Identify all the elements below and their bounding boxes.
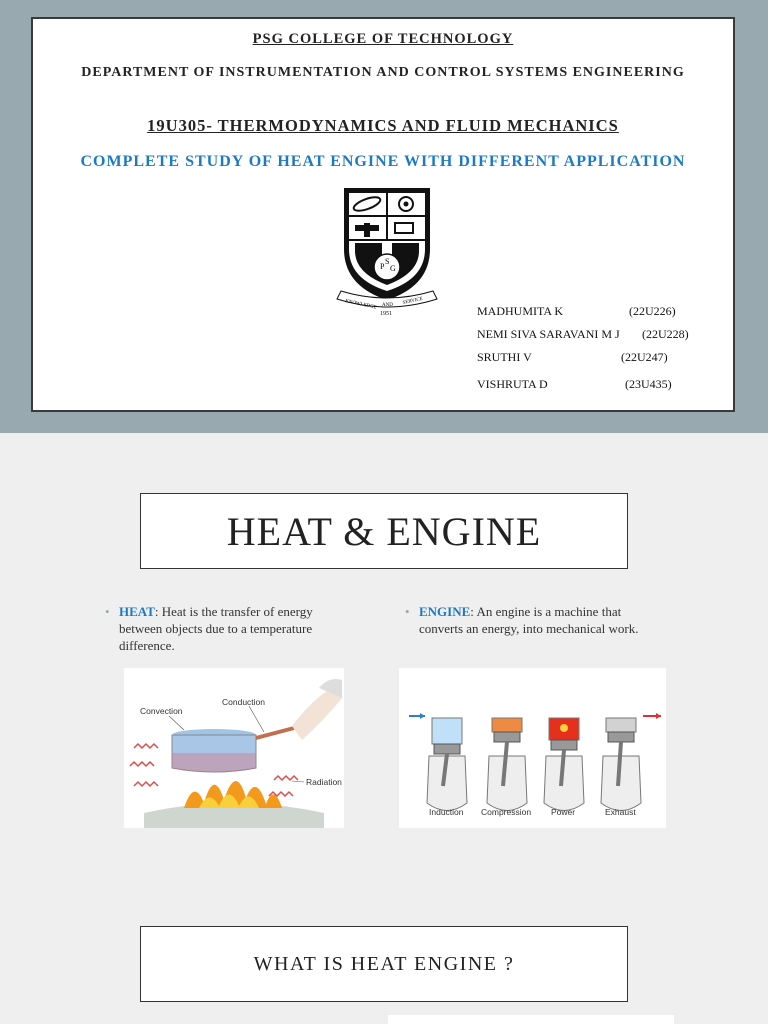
logo-motto-right: SERVICE [402,296,424,306]
department-name: DEPARTMENT OF INSTRUMENTATION AND CONTROL SYSTEMS ENGINEERING [81,65,685,80]
bullet-icon: • [105,604,110,619]
next-slide-title-box [140,926,628,1002]
heat-transfer-image [124,668,344,828]
exhaust-label: Exhaust [605,807,636,817]
member-row [477,350,717,366]
conduction-label: Conduction [222,697,266,707]
logo-monogram: P [380,262,385,271]
svg-text:S: S [385,257,390,266]
member-name: VISHRUTA D [477,377,548,391]
radiation-label: Radiation [306,777,342,787]
member-row [477,304,717,320]
heat-keyword: HEAT [119,604,155,619]
power-label: Power [551,807,576,817]
convection-label: Convection [140,706,183,716]
slide-title: HEAT & ENGINE [226,508,542,554]
engine-keyword: ENGINE [419,604,471,619]
engine-definition [405,603,659,637]
course-title: 19U305- THERMODYNAMICS AND FLUID MECHANICS [147,116,619,135]
member-id: (22U228) [642,327,689,341]
compression-label: Compression [481,807,532,817]
heat-engine-slide [0,433,768,1024]
engine-text: : An engine is a machine that converts an energy, into mechanical work. [419,604,639,636]
member-id: (23U435) [625,377,672,391]
college-logo [335,187,439,317]
cylinder-exhaust [601,718,641,811]
member-name: MADHUMITA K [477,304,564,318]
member-name: SRUTHI V [477,350,532,364]
bullet-icon: • [405,604,410,619]
cylinder-induction [427,718,467,811]
svg-text:G: G [390,264,396,273]
next-slide-title: WHAT IS HEAT ENGINE ? [253,952,515,975]
heat-text: : Heat is the transfer of energy between objects due to a temperature difference. [119,604,313,653]
member-row [477,377,717,393]
member-id: (22U247) [621,350,668,364]
slide-title-box [140,493,628,569]
logo-year: 1951 [380,311,392,317]
induction-label: Induction [429,807,464,817]
logo-motto-mid: AND [382,303,393,308]
cylinder-power [544,718,584,811]
title-slide [0,0,768,433]
college-name: PSG COLLEGE OF TECHNOLOGY [252,31,514,47]
title-card [31,17,735,412]
project-title: COMPLETE STUDY OF HEAT ENGINE WITH DIFFERENT APPLICATION [80,153,686,170]
cylinder-compression [487,718,527,811]
member-name: NEMI SIVA SARAVANI M J [477,327,620,341]
member-id: (22U226) [629,304,676,318]
member-row [477,327,717,343]
heat-definition [105,603,349,654]
next-slide-image-peek [388,1015,674,1024]
four-stroke-engine-image [399,668,666,828]
logo-motto-left: KNOWLEDGE [344,299,377,311]
